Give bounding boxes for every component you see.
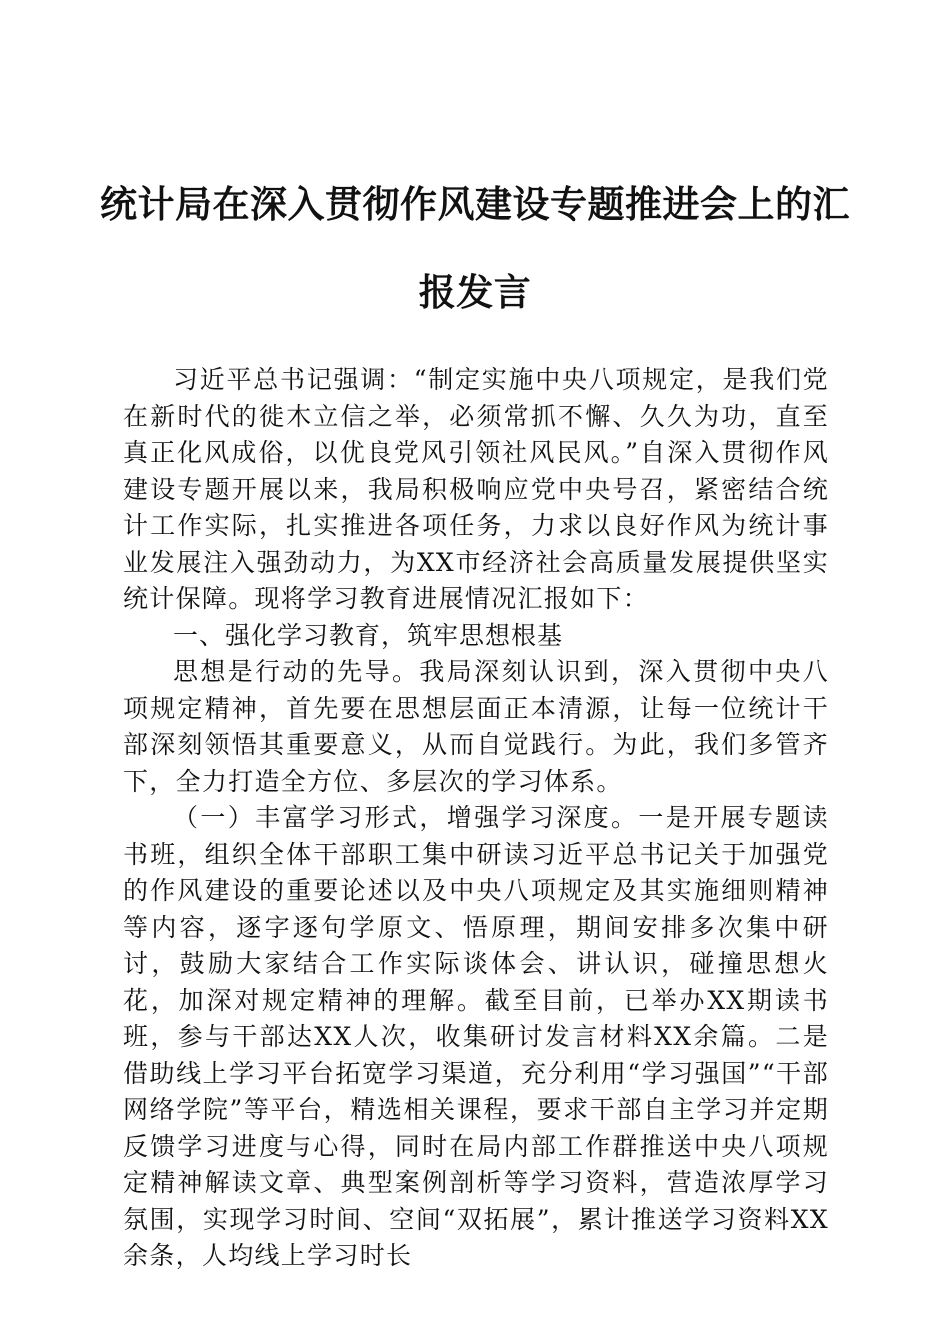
document-title [100,160,850,336]
section-1-paragraph: 思想是行动的先导。我局深刻认识到，深入贯彻中央八项规定精神，首先要在思想层面正本清源，让每一位统计干部深刻领悟其重要意义，从而自觉践行。为此，我们多管齐下，全力打造全方位、多层次的学习体系。 [123,657,829,796]
intro-paragraph: 习近平总书记强调：“制定实施中央八项规定，是我们党在新时代的徙木立信之举，必须常抓不懈、久久为功，直至真正化风成俗，以优良党风引领社风民风。”自深入贯彻作风建设专题开展以来，我局积极响应党中央号召，紧密结合统计工作实际，扎实推进各项任务，力求以良好作风为统计事业发展注入强劲动力，为XX市经济社会高质量发展提供坚实统计保障。现将学习教育进展情况汇报如下： [123,365,829,613]
subsection-1-heading: （一）丰富学习形式，增强学习深度。 [173,803,639,832]
document-title-line-1: 统计局在深入贯彻作风建设专题推进会上的汇 [100,182,850,226]
subsection-1-paragraph [123,800,829,1275]
document-body [123,362,829,1275]
subsection-1-body: 一是开展专题读书班，组织全体干部职工集中研读习近平总书记关于加强党的作风建设的重要论述以及中央八项规定及其实施细则精神等内容，逐字逐句学原文、悟原理，期间安排多次集中研讨，鼓励大家结合工作实际谈体会、讲认识，碰撞思想火花，加深对规定精神的理解。截至目前，已举办XX期读书班，参与干部达XX人次，收集研讨发言材料XX余篇。二是借助线上学习平台拓宽学习渠道，充分利用“学习强国”“干部网络学院”等平台，精选相关课程，要求干部自主学习并定期反馈学习进度与心得，同时在局内部工作群推送中央八项规定精神解读文章、典型案例剖析等学习资料，营造浓厚学习氛围，实现学习时间、空间“双拓展”，累计推送学习资料XX余条，人均线上学习时长 [123,803,829,1270]
document-title-line-2: 报发言 [418,270,532,314]
section-1-heading: 一、强化学习教育，筑牢思想根基 [173,620,564,650]
